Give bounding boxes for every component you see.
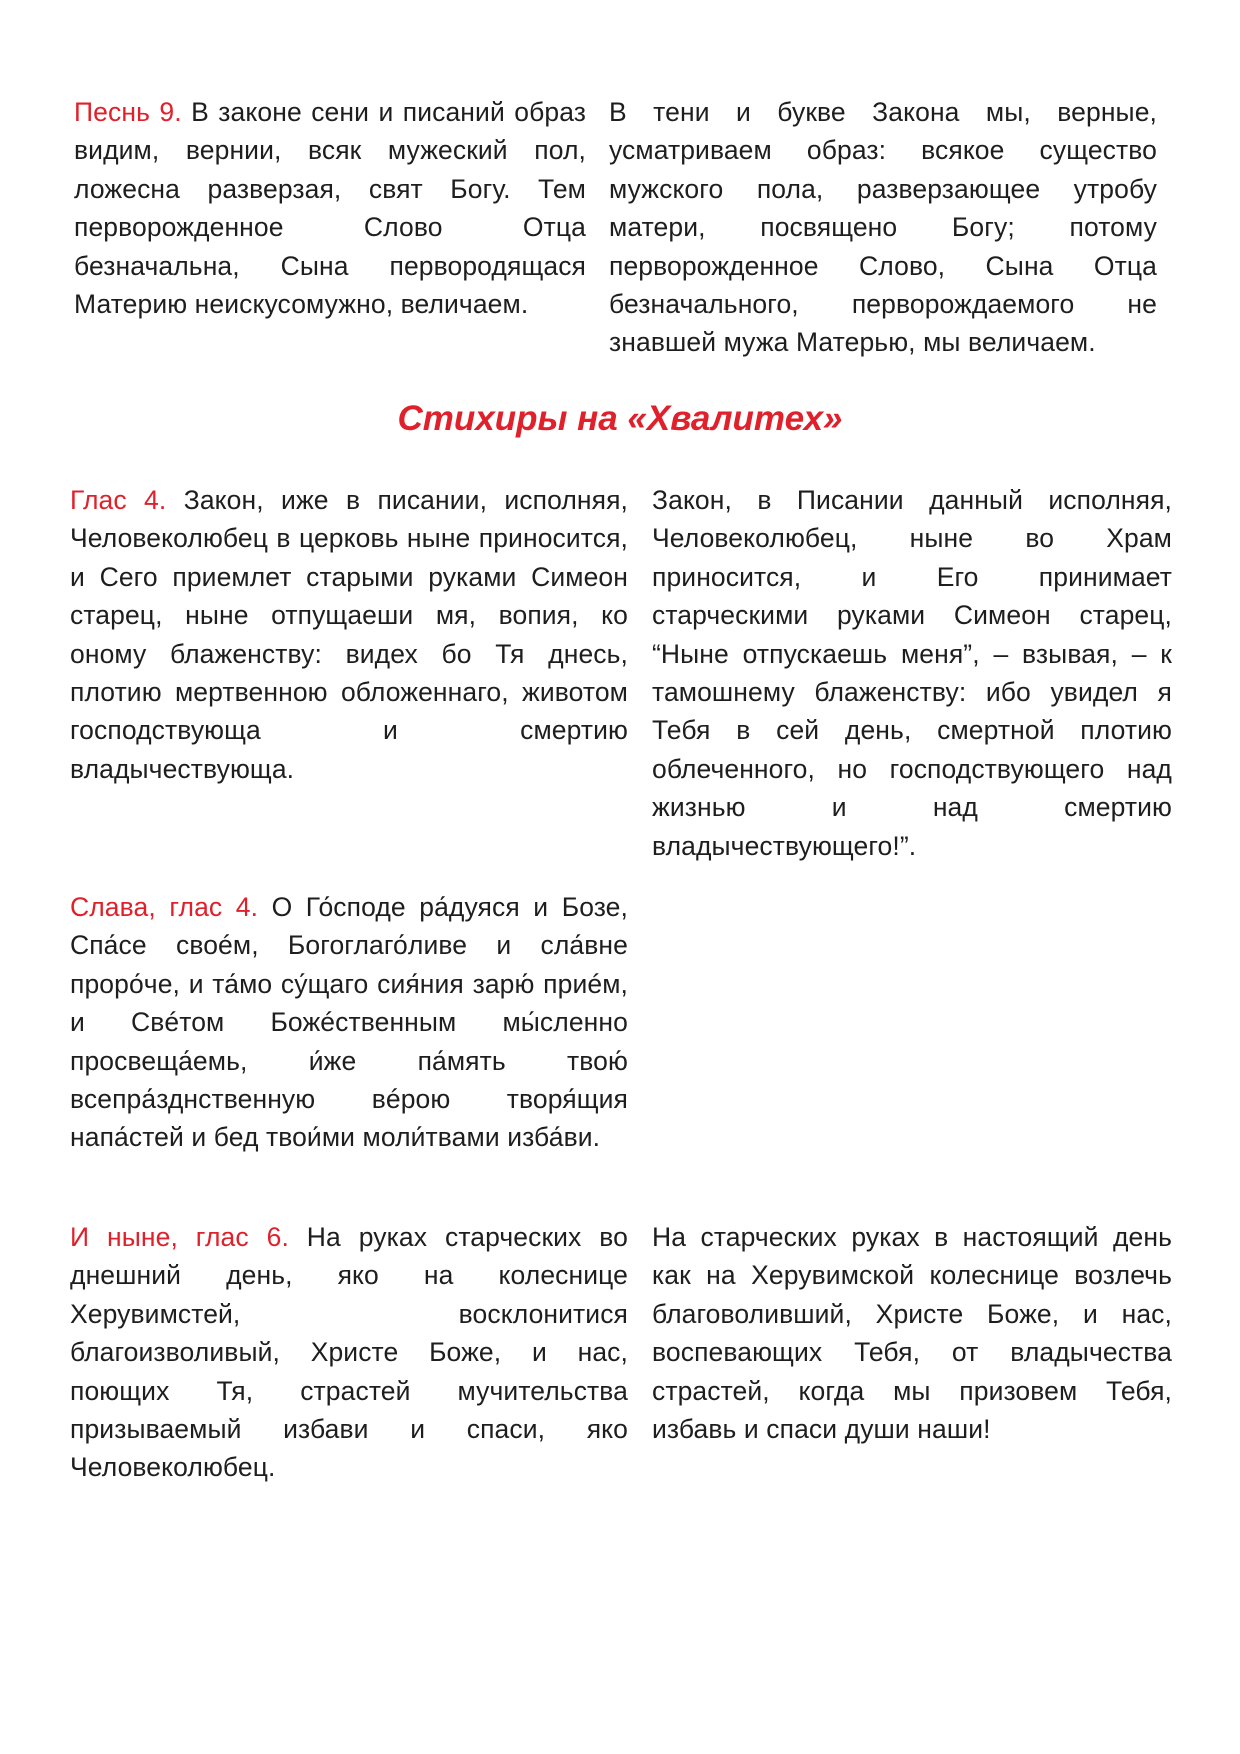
song9-translation: [609, 93, 1157, 362]
slava-original-text: О Го́споде ра́дуяся и Бозе, Спа́се своéм, Богоглаго́ливе и сла́вне проро́че, и та́мо су́щаго сия́ния зарю́ приéм, и Свéтом Божéственным мы́сленно просвеща́емь, и́же па́мять твою́ всепра́зднственную вéрою творя́щия напа́стей и бед твои́ми моли́твами изба́ви.: [70, 892, 628, 1153]
slava-original: [70, 888, 628, 1157]
glas4-original-text: Закон, иже в писании, исполняя, Человеколюбец в церковь ныне приносится, и Сего приемлет старыми руками Симеон старец, ныне отпущаеши мя, вопия, ко оному блаженству: видех бо Тя днесь, плотию мертвенною обложеннаго, животом господствующа и смертию владычествующа.: [70, 485, 628, 784]
song9-translation-text: В тени и букве Закона мы, верные, усматриваем образ: всякое существо мужского пола, разверзающее утробу матери, посвящено Богу; потому перворожденное Слово, Сына Отца безначального, перворождаемого не знавшей мужа Матерью, мы величаем.: [609, 97, 1157, 358]
song9-original: [74, 93, 586, 323]
glas4-translation: [652, 481, 1172, 865]
inyne-label: И ныне, глас 6.: [70, 1222, 289, 1252]
song9-label: Песнь 9.: [74, 97, 182, 127]
slava-label: Слава, глас 4.: [70, 892, 259, 922]
song9-original-text: В законе сени и писаний образ видим, вернии, всяк мужеский пол, ложесна разверзая, свят Богу. Тем перворожденное Слово Отца безначальна, Сына первородящася Материю неискусомужно, величаем.: [74, 97, 587, 320]
inyne-translation-text: На старческих руках в настоящий день как на Херувимской колеснице возлечь благоволивший, Христе Боже, и нас, воспевающих Тебя, от владычества страстей, когда мы призовем Тебя, избавь и спаси души наши!: [652, 1222, 1172, 1445]
glas4-original: [70, 481, 628, 788]
section-heading: Стихиры на «Хвалитех»: [397, 399, 843, 438]
glas4-translation-text: Закон, в Писании данный исполняя, Человеколюбец, ныне во Храм приносится, и Его принимает старческими руками Симеон старец, “Ныне отпускаешь меня”, – взывая, – к тамошнему блаженству: ибо увидел я Тебя в сей день, смертной плотию облеченного, но господствующего над жизнью и над смертию владычествующего!”.: [652, 485, 1172, 861]
inyne-original-text: На руках старческих во днешний день, яко на колеснице Херувимстей, восклонитися благоизволивый, Христе Боже, и нас, поющих Тя, страстей мучительства призываемый избави и спаси, яко Человеколюбец.: [70, 1222, 628, 1483]
glas4-label: Глас 4.: [70, 485, 167, 515]
inyne-translation: [652, 1218, 1172, 1448]
inyne-original: [70, 1218, 628, 1487]
